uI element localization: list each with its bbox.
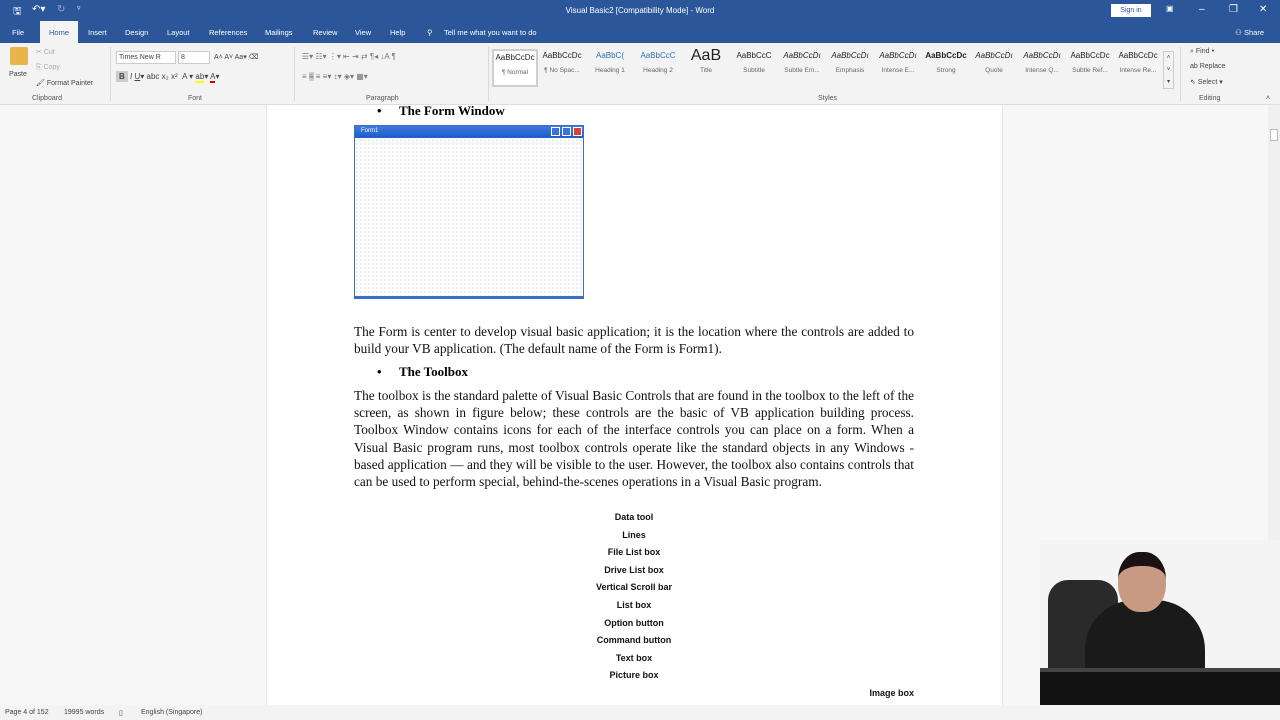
image-box-label: Image box: [869, 688, 914, 698]
redo-icon[interactable]: ↻: [57, 4, 66, 15]
divider: [1180, 47, 1181, 101]
style-preview: AaBbCcDc: [1070, 51, 1110, 60]
paragraph-toolbox: The toolbox is the standard palette of Visual Basic Controls that are found in the toolbox to the left of the screen, as shown in figure below; these controls are the basic of VB application building process. Toolbox Window contains icons for each of the interface controls you can place on a form. When a Visual Basic program runs, most toolbox controls operate like the standard objects in any Windows -based application — and they will be visible to the user. However, the toolbox also contains controls that can be used to perform special, behind-the-scenes operations in a Visual Basic program.: [354, 388, 914, 490]
tell-me-search[interactable]: Tell me what you want to do: [444, 28, 537, 37]
maximize-button[interactable]: ❐: [1229, 4, 1238, 15]
style-heading-1[interactable]: [587, 49, 633, 74]
collapse-ribbon-icon[interactable]: ˄: [1266, 95, 1271, 102]
webcam-overlay: [1040, 540, 1280, 720]
styles-scroll[interactable]: ˄ ˅ ▾: [1163, 51, 1174, 89]
divider: [294, 47, 295, 101]
select-label: Select: [1197, 79, 1218, 86]
ribbon-display-icon[interactable]: ▣: [1166, 4, 1174, 13]
undo-icon[interactable]: ↶▾: [32, 4, 46, 15]
style-name: Title: [699, 67, 713, 74]
style-no-spac[interactable]: [539, 49, 585, 74]
style-name: Subtitle: [743, 67, 765, 74]
minimize-button[interactable]: –: [1199, 4, 1205, 15]
style-name: Quote: [985, 67, 1003, 74]
style-emphasis[interactable]: [827, 49, 873, 74]
style-preview: AaBbCcDc: [542, 51, 582, 60]
tab-file[interactable]: File: [12, 28, 25, 37]
style-subtle-ref[interactable]: [1067, 49, 1113, 74]
divider: [488, 47, 489, 101]
style-preview: AaBbCcDı: [879, 51, 917, 60]
editing-group-label: Editing: [1199, 95, 1221, 102]
style-preview: AaBbC(: [595, 51, 624, 60]
font-name-select[interactable]: Times New R: [116, 51, 176, 64]
style-name: Subtle Ref...: [1072, 67, 1108, 74]
tab-review[interactable]: Review: [313, 28, 338, 37]
style-preview: AaB: [690, 49, 722, 63]
style-normal[interactable]: [492, 49, 538, 87]
style-name: Emphasis: [835, 67, 865, 74]
heading-toolbox: • The Toolbox: [377, 364, 469, 379]
share-label: Share: [1243, 28, 1264, 37]
style-intense-e[interactable]: [875, 49, 921, 74]
person-face: [1118, 552, 1166, 612]
tab-mailings[interactable]: Mailings: [265, 28, 293, 37]
page-count[interactable]: Page 4 of 152: [5, 709, 49, 716]
tab-home[interactable]: Home: [40, 21, 78, 43]
style-name: Heading 1: [595, 67, 625, 74]
divider: [110, 47, 111, 101]
heading-text: The Toolbox: [399, 364, 469, 379]
style-name: Intense Q...: [1025, 67, 1059, 74]
sign-in-button[interactable]: Sign in: [1111, 4, 1151, 17]
style-heading-2[interactable]: [635, 49, 681, 74]
person-icon: ⚇: [1235, 28, 1244, 37]
font-format-buttons[interactable]: B I U▾ abc x₂ x² A ▾ ab▾ A▾: [116, 72, 219, 81]
ribbon-tabs: [0, 21, 1280, 43]
style-preview: AaBbCcDı: [975, 51, 1013, 60]
tab-insert[interactable]: Insert: [88, 28, 107, 37]
scrollbar-thumb[interactable]: [1270, 129, 1278, 141]
heading-form-window: • The Form Window: [377, 103, 505, 118]
paste-icon[interactable]: [10, 47, 28, 65]
cut-label: Cut: [43, 49, 55, 56]
control-list-item: Command button: [596, 635, 672, 646]
tab-view[interactable]: View: [355, 28, 372, 37]
tab-layout[interactable]: Layout: [167, 28, 190, 37]
style-name: Intense E...: [881, 67, 915, 74]
control-list-item: Picture box: [609, 670, 659, 681]
control-list-item: Option button: [604, 617, 664, 628]
title-bar: [0, 0, 1280, 21]
language[interactable]: English (Singapore): [141, 709, 203, 716]
style-name: Heading 2: [643, 67, 673, 74]
style-name: Strong: [936, 67, 956, 74]
save-icon[interactable]: 🖫: [13, 6, 22, 17]
copy-button[interactable]: ⎘ Copy: [36, 64, 60, 71]
format-painter-button[interactable]: 🖌 Format Painter: [36, 80, 94, 87]
control-list-item: File List box: [607, 547, 661, 558]
style-preview: AaBbCcDc: [495, 53, 535, 62]
form-maximize-icon: [562, 127, 571, 136]
style-quote[interactable]: [971, 49, 1017, 74]
close-button[interactable]: ✕: [1259, 4, 1268, 15]
paragraph-group-label: Paragraph: [366, 95, 399, 102]
style-name: Subtle Em...: [784, 67, 820, 74]
select-button[interactable]: ⇖ Select ▾: [1190, 79, 1223, 86]
alignment-buttons[interactable]: ≡ ≡ ≡ ≡▾ ↕▾ ◈▾ ▦▾: [302, 72, 368, 81]
style-preview: AaBbCcDı: [831, 51, 869, 60]
style-strong[interactable]: [923, 49, 969, 74]
style-preview: AaBbCcDc: [925, 51, 967, 60]
control-list-item: Lines: [622, 529, 646, 540]
cut-button[interactable]: ✂ Cut: [36, 49, 55, 56]
style-preview: AaBbCcDc: [1118, 51, 1158, 60]
style-preview: AaBbCcDı: [1023, 51, 1061, 60]
format-painter-label: Format Painter: [46, 80, 94, 87]
style-preview: AaBbCcC: [640, 51, 676, 60]
copy-label: Copy: [43, 64, 60, 71]
customize-qat-icon[interactable]: ▿: [77, 5, 81, 12]
style-intense-q[interactable]: [1019, 49, 1065, 74]
font-size-select[interactable]: 8: [178, 51, 210, 64]
replace-label: Replace: [1199, 63, 1226, 70]
ribbon: [0, 43, 1280, 105]
style-subtitle[interactable]: [731, 49, 777, 74]
font-group-label: Font: [188, 95, 203, 102]
control-list-item: List box: [616, 600, 652, 610]
window-title: Visual Basic2 [Compatibility Mode] - Word: [565, 6, 715, 15]
control-list-item: Drive List box: [604, 564, 664, 575]
form1-titlebar: [355, 126, 583, 138]
tab-references[interactable]: References: [209, 28, 248, 37]
form1-title: Form1: [361, 128, 379, 134]
lightbulb-icon: ⚲: [427, 28, 433, 37]
tab-help[interactable]: Help: [390, 28, 406, 37]
control-list-item: Vertical Scroll bar: [595, 582, 673, 593]
style-preview: AaBbCcC: [736, 51, 772, 60]
clipboard-group-label: Clipboard: [32, 95, 62, 102]
style-preview: AaBbCcDı: [783, 51, 821, 60]
heading-text: The Form Window: [399, 103, 505, 118]
word-count[interactable]: 19995 words: [64, 709, 105, 716]
style-name: ¶ Normal: [501, 69, 529, 76]
paste-button[interactable]: Paste: [9, 71, 27, 78]
status-bar: [0, 705, 1280, 720]
paragraph-form: The Form is center to develop visual basic application; it is the location where the controls are added to build your VB application. (The default name of the Form is Form1).: [354, 324, 914, 357]
form1-image: [354, 125, 584, 299]
form-minimize-icon: [551, 127, 560, 136]
style-subtle-em[interactable]: [779, 49, 825, 74]
style-name: Intense Re...: [1119, 67, 1157, 74]
tab-design[interactable]: Design: [125, 28, 149, 37]
find-label: Find: [1195, 48, 1210, 55]
proofing-icon[interactable]: ▯: [119, 710, 123, 717]
control-list-item: Data tool: [614, 512, 654, 522]
style-title[interactable]: [683, 49, 729, 74]
form-close-icon: [573, 127, 582, 136]
find-button[interactable]: ⌕ Find ▾: [1190, 48, 1215, 55]
control-list-item: Text box: [615, 652, 653, 663]
font-size-tools[interactable]: A˄ A˅ Aa▾ ⌫: [214, 54, 259, 61]
style-intense-re[interactable]: [1115, 49, 1161, 74]
replace-button[interactable]: ab Replace: [1190, 63, 1226, 70]
list-buttons[interactable]: ☰▾ ☷▾ ⋮▾ ⇤ ⇥ ⇄ ¶◂ ↓A ¶: [302, 52, 396, 61]
share-button[interactable]: [1235, 28, 1264, 37]
styles-group-label: Styles: [818, 95, 838, 102]
style-name: ¶ No Spac...: [544, 67, 580, 74]
